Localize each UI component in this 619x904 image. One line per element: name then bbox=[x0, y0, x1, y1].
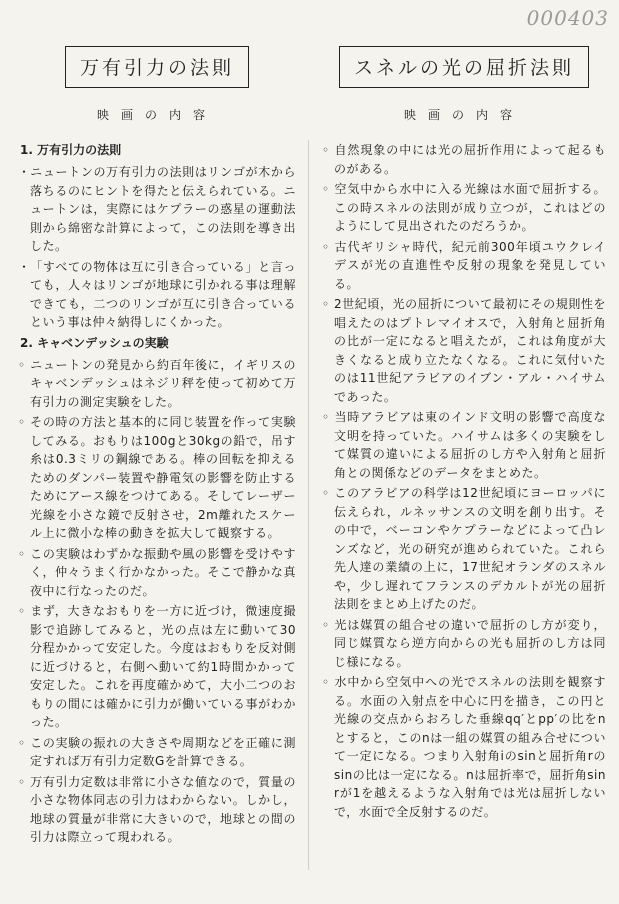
column-divider bbox=[308, 140, 309, 870]
paragraph: ◦ ニュートンの発見から約百年後に，イギリスのキャベンデッシュはネジリ秤を使って初めて万有引力の測定実験をした。 bbox=[18, 357, 296, 409]
right-title: スネルの光の屈折法則 bbox=[339, 46, 589, 88]
left-subtitle: 映画の内容 bbox=[96, 108, 217, 122]
paragraph: ◦ このアラビアの科学は12世紀頃にヨーロッパに伝えられ，ルネッサンスの文明を創り出す。その中で，ベーコンやケプラーなどによって凸レンズなど，光の研究が進められていた。これら先人達の業績の上に，17世紀オランダのスネルや，少し遅れてフランスのデカルトが光の屈折法則をまとめ上げたのだ。 bbox=[322, 486, 606, 611]
left-column bbox=[18, 46, 296, 849]
right-subtitle: 映画の内容 bbox=[403, 108, 524, 122]
paragraph: ◦ 古代ギリシャ時代，紀元前300年頃ユウクレイデスが光の直進性や反射の現象を発見している。 bbox=[322, 239, 606, 291]
paragraph: ◦ 万有引力定数は非常に小さな値なので，質量の小さな物体同志の引力はわからない。しかし，地球の質量が非常に大きいので，地球との間の引力は際立って現われる。 bbox=[18, 774, 296, 844]
paragraph: ◦ 水中から空気中への光でスネルの法則を観察する。水面の入射点を中心に円を描き，この円と光線の交点からおろした垂線qq′とpp′の比をnとすると，このnは一組の媒質の組み合せについて一定になる。つまり入射角iのsinと屈折角rのsinの比は一定になる。nは屈折率で，屈折角sin rが1を越えるような入射角では光は屈折しないで，水面で全反射するのだ。 bbox=[322, 675, 606, 819]
paragraph: ◦ 空気中から水中に入る光線は水面で屈折する。この時スネルの法則が成り立つが，これはどのようにして見出されたのだろうか。 bbox=[322, 182, 606, 233]
paragraph: ◦ 光は媒質の組合せの違いで屈折のし方が変り，同じ媒質なら逆方向からの光も屈折のし方は同じ様になる。 bbox=[322, 617, 606, 669]
paragraph: ◦ 2世紀頃，光の屈折について最初にその規則性を唱えたのはプトレマイオスで，入射角と屈折角の比が一定になると唱えたが，これは角度が大きくなると成り立たなくなる。これに気付いたのは11世紀アラビアのイブン・アル・ハイサムであった。 bbox=[322, 297, 606, 404]
paragraph: ◦ 当時アラビアは東のインド文明の影響で高度な文明を持っていた。ハイサムは多くの実験をして媒質の違いによる屈折のし方や入射角と屈折角との関係などのデータをまとめた。 bbox=[322, 410, 606, 480]
left-title: 万有引力の法則 bbox=[65, 46, 249, 88]
right-column bbox=[322, 46, 606, 823]
page-stamp: 000403 bbox=[526, 6, 609, 30]
paragraph: ◦ 自然現象の中には光の屈折作用によって起るものがある。 bbox=[322, 143, 606, 176]
paragraph: ◦ その時の方法と基本的に同じ装置を作って実験してみる。おもりは100gと30kgの鉛で，吊す糸は0.3ミリの鋼線である。棒の回転を抑えるためのダンパー装置や静電気の影響を防止するためにアース線をつけてある。そしてレーザー光線を小さな鏡で反射させ，2m離れたスケール上に微小な棒の動きを拡大して観察する。 bbox=[18, 415, 296, 540]
paragraph: ◦ この実験はわずかな振動や風の影響を受けやすく，仲々うまく行かなかった。そこで静かな真夜中に行なったのだ。 bbox=[18, 546, 296, 598]
paragraph: ◦ この実験の振れの大きさや周期などを正確に測定すれば万有引力定数Gを計算できる。 bbox=[18, 735, 296, 768]
paragraph: ・「すべての物体は互に引き合っている」と言っても，人々はリンゴが地球に引かれる事は理解できても，二つのリンゴが互に引き合っているという事は仲々納得しにくかった。 bbox=[18, 259, 296, 329]
section-heading: 2. キャベンデッシュの実験 bbox=[20, 335, 169, 350]
paragraph: ◦ まず，大きなおもりを一方に近づけ，微速度撮影で追跡してみると，光の点は左に動いて30分程かかって安定した。今度はおもりを反対側に近づけると，右側へ動いて約1時間かかって安定した。これを再度確かめて，大小二つのおもりの間には確かに引力が働いている事がわかった。 bbox=[18, 604, 296, 729]
section-heading: 1. 万有引力の法則 bbox=[20, 143, 122, 157]
paragraph: ・ニュートンの万有引力の法則はリンゴが木から落ちるのにヒントを得たと伝えられている。ニュートンは，実際にはケプラーの惑星の運動法則から綿密な計算によって，この法則を導き出した。 bbox=[18, 165, 296, 253]
